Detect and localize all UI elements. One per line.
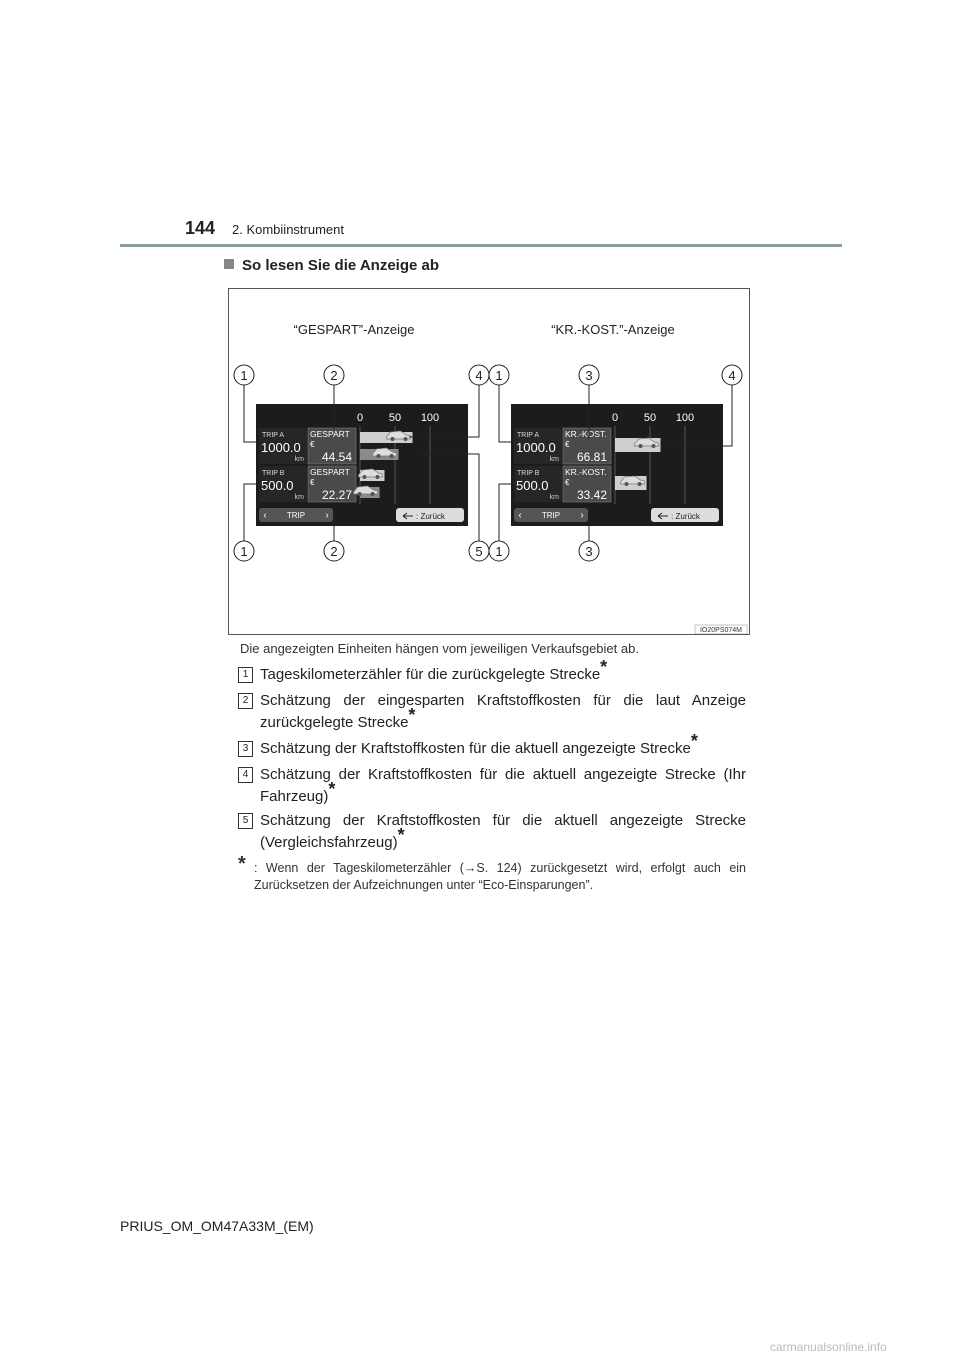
car-wheel bbox=[363, 475, 367, 479]
item-text: Schätzung der Kraftstoffkosten für die aktuell angezeigte Strecke (Vergleichsfahrzeug) bbox=[260, 812, 746, 851]
car-wheel bbox=[639, 444, 643, 448]
footnote-star: * bbox=[397, 825, 405, 845]
figure-frame bbox=[228, 288, 750, 635]
car-wheel bbox=[371, 492, 375, 496]
footnote-star: * bbox=[408, 705, 416, 725]
scale-tick-label: 50 bbox=[388, 412, 402, 424]
trip-distance: 500.0 bbox=[261, 478, 294, 493]
callout-number: 3 bbox=[585, 544, 593, 559]
list-item bbox=[238, 690, 746, 734]
footer-doc-code: PRIUS_OM_OM47A33M_(EM) bbox=[120, 1218, 314, 1234]
page-number: 144 bbox=[185, 218, 216, 238]
cost-value: 33.42 bbox=[576, 488, 607, 502]
cost-value: 66.81 bbox=[576, 450, 607, 464]
left-display-title: “GESPART”-Anzeige bbox=[293, 322, 415, 337]
display-illustration bbox=[229, 289, 749, 634]
cost-value: 44.54 bbox=[321, 450, 352, 464]
item-text: Tageskilometerzähler für die zurückgelegte Strecke bbox=[260, 666, 601, 683]
item-number: 5 bbox=[238, 813, 253, 829]
list-item bbox=[238, 731, 746, 760]
trip-label: TRIP A bbox=[517, 432, 540, 439]
item-text: Schätzung der Kraftstoffkosten für die aktuell angezeigte Strecke bbox=[260, 740, 691, 757]
trip-label: TRIP A bbox=[262, 432, 285, 439]
trip-label: TRIP B bbox=[517, 470, 540, 477]
scale-tick-label: 100 bbox=[420, 412, 440, 424]
trip-unit: km bbox=[294, 494, 304, 501]
car-wheel bbox=[652, 444, 656, 448]
scale-tick-label: 0 bbox=[356, 412, 364, 424]
callout-number: 1 bbox=[240, 368, 248, 383]
right-display-title: “KR.-KOST.”-Anzeige bbox=[551, 322, 675, 337]
callout-number: 5 bbox=[475, 544, 483, 559]
callout-number: 1 bbox=[240, 544, 248, 559]
list-item bbox=[238, 657, 746, 686]
list-item bbox=[238, 764, 746, 808]
list-item bbox=[238, 810, 746, 854]
square-bullet-icon bbox=[224, 259, 234, 269]
trip-label: TRIP B bbox=[262, 470, 285, 477]
scale-tick-label: 100 bbox=[675, 412, 695, 424]
trip-distance: 500.0 bbox=[516, 478, 549, 493]
header-rule bbox=[120, 244, 842, 247]
callout-number: 1 bbox=[495, 544, 503, 559]
footnote-marker: * bbox=[238, 853, 246, 875]
trip-unit: km bbox=[549, 494, 559, 501]
trip-selector-label: TRIP bbox=[286, 511, 306, 520]
callout-number: 4 bbox=[475, 368, 483, 383]
item-text: Schätzung der eingesparten Kraftstoffkosten für die laut Anzeige zurückgelegte Strecke bbox=[260, 692, 746, 731]
chevron-left-icon: ‹ bbox=[518, 510, 522, 521]
callout-number: 2 bbox=[330, 544, 338, 559]
trip-selector-label: TRIP bbox=[541, 511, 561, 520]
car-wheel bbox=[376, 475, 380, 479]
footnote bbox=[238, 853, 746, 894]
car-wheel bbox=[638, 482, 642, 486]
car-wheel bbox=[404, 437, 408, 441]
currency-symbol: € bbox=[565, 440, 570, 449]
car-wheel bbox=[358, 492, 362, 496]
footnote-star: * bbox=[600, 657, 608, 677]
currency-symbol: € bbox=[310, 478, 315, 487]
section-heading-text: So lesen Sie die Anzeige ab bbox=[242, 257, 440, 274]
car-wheel bbox=[377, 454, 381, 458]
car-wheel bbox=[625, 482, 629, 486]
callout-number: 3 bbox=[585, 368, 593, 383]
figure-code: IO20PS074M bbox=[699, 627, 743, 634]
watermark: carmanualsonline.info bbox=[770, 1340, 887, 1354]
trip-distance: 1000.0 bbox=[516, 440, 556, 455]
currency-symbol: € bbox=[310, 440, 315, 449]
footnote-star: * bbox=[328, 779, 336, 799]
section-heading bbox=[224, 257, 439, 274]
item-number: 2 bbox=[238, 693, 253, 709]
currency-symbol: € bbox=[565, 478, 570, 487]
chapter-title: 2. Kombiinstrument bbox=[232, 222, 344, 237]
callout-number: 2 bbox=[330, 368, 338, 383]
chevron-right-icon: › bbox=[580, 510, 584, 521]
callout-number: 4 bbox=[728, 368, 736, 383]
cost-label: GESPART bbox=[310, 429, 350, 439]
cost-label: GESPART bbox=[310, 467, 350, 477]
item-number: 4 bbox=[238, 767, 253, 783]
cost-label: KR.-KOST. bbox=[565, 467, 607, 477]
back-label: : Zurück bbox=[416, 512, 445, 521]
footnote-star: * bbox=[690, 731, 698, 751]
figure-caption: Die angezeigten Einheiten hängen vom jeweiligen Verkaufsgebiet ab. bbox=[240, 641, 639, 656]
trip-unit: km bbox=[549, 456, 559, 463]
item-number: 1 bbox=[238, 667, 253, 683]
trip-unit: km bbox=[294, 456, 304, 463]
back-label: : Zurück bbox=[671, 512, 700, 521]
item-text: Schätzung der Kraftstoffkosten für die aktuell angezeigte Strecke (Ihr Fahrzeug) bbox=[260, 766, 746, 805]
item-number: 3 bbox=[238, 741, 253, 757]
scale-tick-label: 0 bbox=[611, 412, 619, 424]
chevron-left-icon: ‹ bbox=[263, 510, 267, 521]
footnote-text: : Wenn der Tageskilometerzähler (→S. 124) zurückgesetzt wird, erfolgt auch ein Zurücksetzen der Aufzeichnungen unter “Eco-Einsparungen”. bbox=[254, 861, 746, 892]
car-wheel bbox=[390, 454, 394, 458]
cost-label: KR.-KOST. bbox=[565, 429, 607, 439]
trip-distance: 1000.0 bbox=[261, 440, 301, 455]
cost-value: 22.27 bbox=[321, 488, 352, 502]
scale-tick-label: 50 bbox=[643, 412, 657, 424]
callout-number: 1 bbox=[495, 368, 503, 383]
car-wheel bbox=[391, 437, 395, 441]
chevron-right-icon: › bbox=[325, 510, 329, 521]
